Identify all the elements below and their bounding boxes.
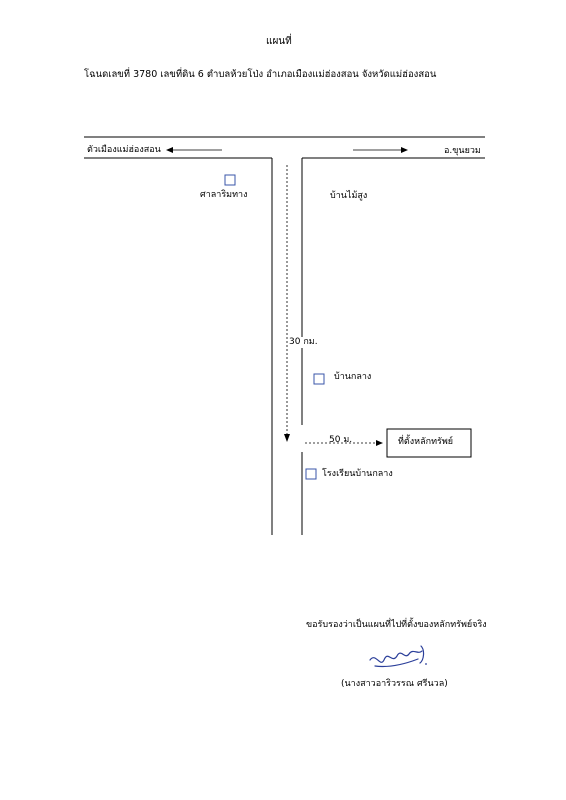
label-left-destination: ตัวเมืองแม่ฮ่องสอน: [87, 145, 161, 155]
label-distance-km: 30 กม.: [289, 337, 318, 347]
arrow-down-icon: [284, 434, 290, 442]
page-title: แผนที่: [266, 36, 292, 47]
label-sala: ศาลาริมทาง: [200, 190, 248, 200]
ban-klang-marker-icon: [314, 374, 324, 384]
arrow-right-icon: [401, 147, 408, 153]
deed-description: โฉนดเลขที่ 3780 เลขที่ดิน 6 ตำบลห้วยโป่ง อำเภอเมืองแม่ฮ่องสอน จังหวัดแม่ฮ่องสอน: [84, 69, 437, 80]
arrow-to-property-icon: [376, 440, 383, 446]
label-ban-klang: บ้านกลาง: [334, 372, 372, 382]
label-right-destination: อ.ขุนยวม: [444, 146, 481, 156]
label-ban-mai-sung: บ้านไม้สูง: [330, 191, 368, 201]
label-distance-m: 50 ม.: [329, 435, 353, 445]
label-property: ที่ตั้งหลักทรัพย์: [398, 437, 454, 447]
sala-marker-icon: [225, 175, 235, 185]
arrow-left-icon: [166, 147, 173, 153]
signer-name: (นางสาวอาริวรรณ ศรีนวล): [341, 679, 448, 689]
label-school: โรงเรียนบ้านกลาง: [322, 469, 393, 479]
signature-dot: [425, 663, 427, 665]
signature-icon: [370, 646, 424, 667]
school-marker-icon: [306, 469, 316, 479]
certification-statement: ขอรับรองว่าเป็นแผนที่ไปที่ตั้งของหลักทรัพย์จริง: [306, 620, 487, 630]
